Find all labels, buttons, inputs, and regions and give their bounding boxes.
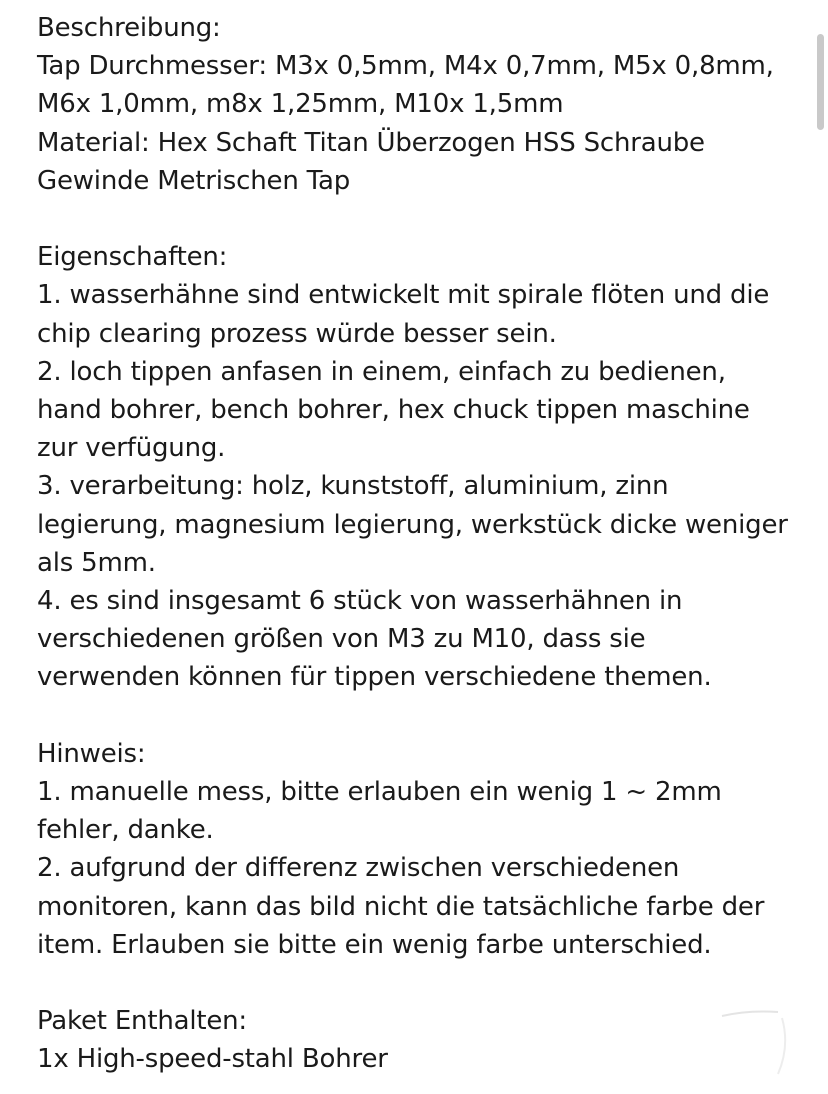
text-line: als 5mm. [37,547,156,578]
text-line: 4. es sind insgesamt 6 stück von wasserhähnen in [37,586,683,617]
section-spacer [37,200,807,238]
text-line: fehler, danke. [37,815,214,846]
section-spacer [37,697,807,735]
section-beschreibung [37,9,807,200]
text-line: item. Erlauben sie bitte ein wenig farbe unterschied. [37,929,712,960]
text-line: M6x 1,0mm, m8x 1,25mm, M10x 1,5mm [37,89,564,120]
section-paket [37,1002,807,1078]
section-heading-eigenschaften: Eigenschaften: [37,242,228,273]
text-line: Tap Durchmesser: M3x 0,5mm, M4x 0,7mm, M5x 0,8mm, [37,51,774,82]
text-line: zur verfügung. [37,433,226,464]
text-line: hand bohrer, bench bohrer, hex chuck tippen maschine [37,395,750,426]
text-line: Gewinde Metrischen Tap [37,165,351,196]
scrollbar-thumb[interactable] [817,34,824,130]
corner-curl-icon [718,1010,788,1080]
section-hinweis [37,735,807,964]
text-line: verschiedenen größen von M3 zu M10, dass sie [37,624,646,655]
text-line: verwenden können für tippen verschiedene themen. [37,662,712,693]
text-line: legierung, magnesium legierung, werkstück dicke weniger [37,509,788,540]
text-line: 1x High-speed-stahl Bohrer [37,1044,388,1075]
text-line: 1. manuelle mess, bitte erlauben ein wenig 1 ~ 2mm [37,777,722,808]
section-spacer [37,964,807,1002]
text-line: 1. wasserhähne sind entwickelt mit spirale flöten und die [37,280,770,311]
product-description [37,9,807,1079]
text-line: monitoren, kann das bild nicht die tatsächliche farbe der [37,891,765,922]
section-heading-beschreibung: Beschreibung: [37,13,221,43]
section-heading-paket: Paket Enthalten: [37,1006,247,1037]
text-line: 2. loch tippen anfasen in einem, einfach zu bedienen, [37,356,726,387]
text-line: chip clearing prozess würde besser sein. [37,318,557,349]
text-line: 3. verarbeitung: holz, kunststoff, aluminium, zinn [37,471,669,502]
text-line: Material: Hex Schaft Titan Überzogen HSS Schraube [37,127,705,158]
section-heading-hinweis: Hinweis: [37,738,146,769]
text-line: 2. aufgrund der differenz zwischen verschiedenen [37,853,680,884]
section-eigenschaften [37,238,807,696]
